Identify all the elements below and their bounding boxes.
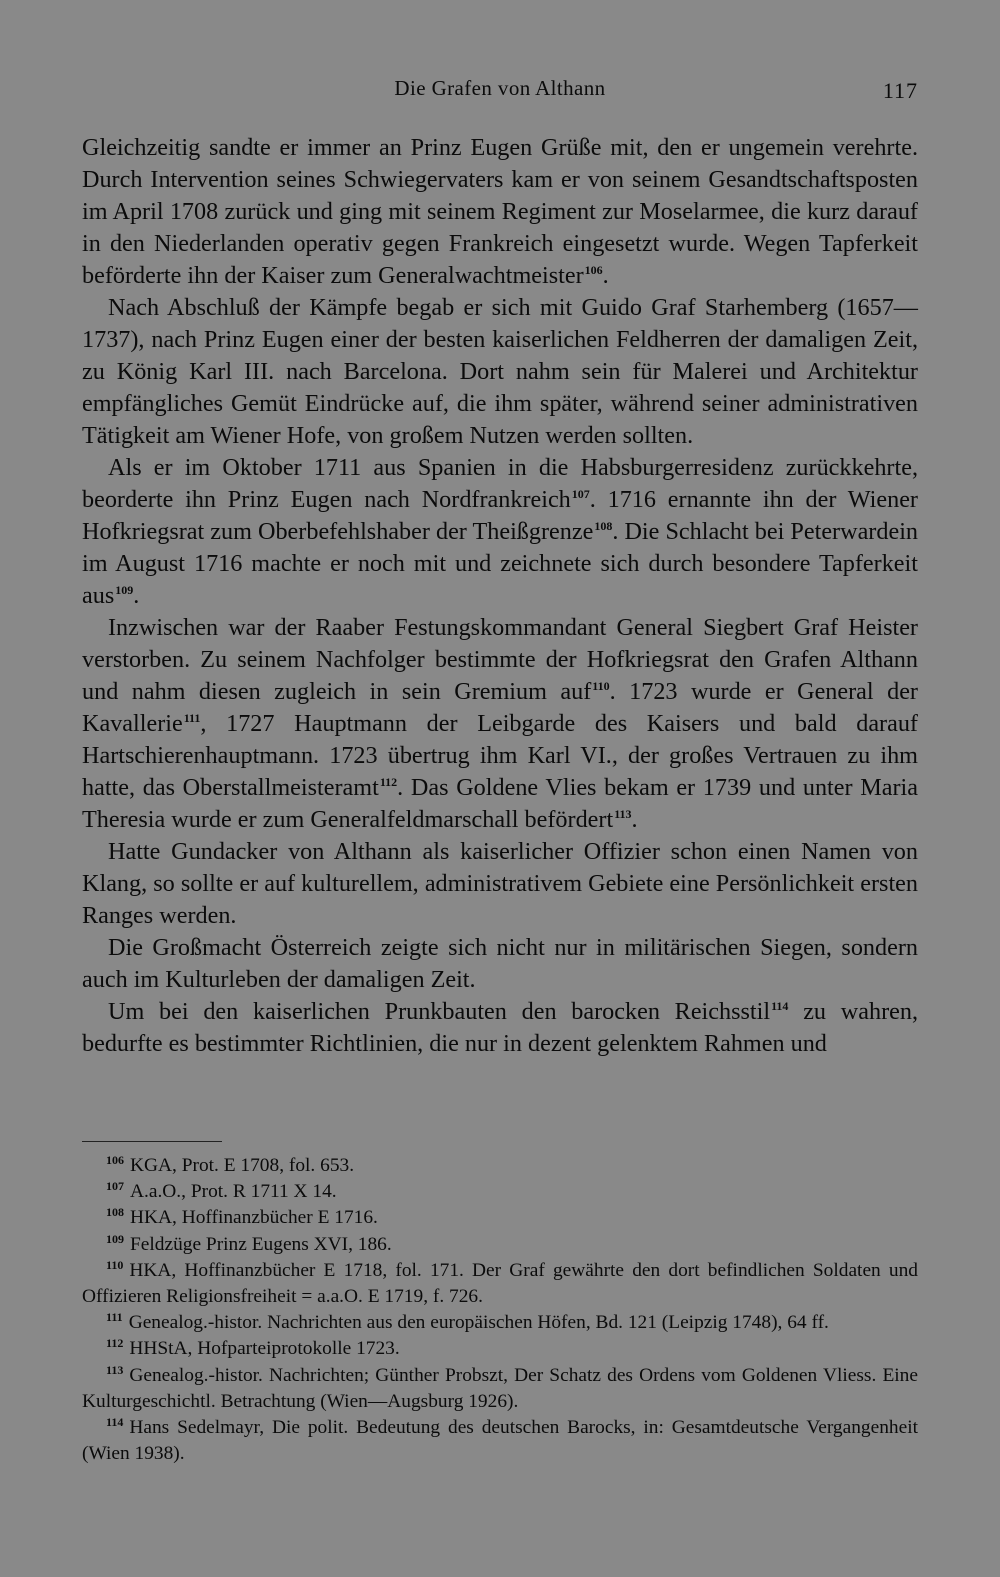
footnote-number: 107 (106, 1179, 124, 1194)
footnote-number: 112 (106, 1336, 124, 1351)
paragraph-text: . Das Goldene Vlies bekam er 1739 und unter Maria Theresia wurde er zum Generalfeldmarschall befördert (82, 774, 918, 833)
running-head (82, 72, 918, 108)
paragraph (82, 452, 918, 612)
footnote-reference[interactable]: 114 (771, 999, 789, 1013)
footnote-separator (82, 1141, 222, 1142)
footnote-text: Genealog.-histor. Nachrichten; Günther Probszt, Der Schatz des Ordens vom Goldenen Vliess. Eine Kulturgeschichtl. Betrachtung (Wien—Augsburg 1926). (82, 1364, 918, 1412)
paragraph (82, 612, 918, 836)
paragraph (82, 132, 918, 292)
paragraph (82, 932, 918, 996)
footnote (82, 1363, 918, 1415)
footnote-reference[interactable]: 106 (584, 263, 603, 277)
paragraph-text: . Die Schlacht bei Peterwardein im August 1716 machte er noch mit und zeichnete sich durch besondere Tapferkeit aus (82, 518, 919, 609)
footnote-text: Genealog.-histor. Nachrichten aus den europäischen Höfen, Bd. 121 (Leipzig 1748), 64 ff. (128, 1312, 829, 1334)
footnote-text: Hans Sedelmayr, Die polit. Bedeutung des deutschen Barocks, in: Gesamtdeutsche Vergangenheit (Wien 1938). (82, 1417, 918, 1465)
paragraph-text: . (133, 582, 140, 609)
footnote-text: HKA, Hoffinanzbücher E 1716. (130, 1207, 378, 1229)
footnote-reference[interactable]: 110 (592, 679, 610, 693)
paragraph-text: Nach Abschluß der Kämpfe begab er sich mit Guido Graf Starhemberg (1657—1737), nach Prinz Eugen einer der besten kaiserlichen Feldherren der damaligen Zeit, zu König Karl III. nach Barcelona. Dort nahm sein für Malerei und Architektur empfängliches Gemüt Eindrücke auf, die ihm später, während seiner administrativen Tätigkeit am Wiener Hofe, von großem Nutzen werden sollten. (82, 294, 918, 449)
paragraph-text: , 1727 Hauptmann der Leibgarde des Kaisers und bald darauf Hartschierenhauptmann. 1723 übertrug ihm Karl VI., der großes Vertrauen zu ihm hatte, das Oberstallmeisteramt (82, 710, 918, 801)
footnote (82, 1232, 918, 1258)
footnote-reference[interactable]: 109 (115, 583, 134, 597)
paragraph-text: Um bei den kaiserlichen Prunkbauten den barocken Reichsstil (108, 998, 771, 1025)
paragraph-text: Hatte Gundacker von Althann als kaiserlicher Offizier schon einen Namen von Klang, so sollte er auf kulturellem, administrativem Gebiete eine Persönlichkeit ersten Ranges werden. (82, 838, 918, 929)
paragraph-text: . (631, 806, 638, 833)
footnote (82, 1336, 918, 1362)
paragraph-text: . 1716 ernannte ihn der Wiener Hofkriegsrat zum Oberbefehlshaber der Theißgrenze (82, 486, 918, 545)
footnote-number: 111 (106, 1310, 123, 1325)
paragraph-text: Gleichzeitig sandte er immer an Prinz Eugen Grüße mit, den er ungemein verehrte. Durch Intervention seines Schwiegervaters kam er von seinem Gesandtschaftsposten im April 1708 zurück und ging mit seinem Regiment zur Moselarmee, die kurz darauf in den Niederlanden operativ gegen Frankreich eingesetzt wurde. Wegen Tapferkeit beförderte ihn der Kaiser zum Generalwachtmeister (82, 134, 918, 289)
footnote (82, 1179, 918, 1205)
footnote-reference[interactable]: 111 (183, 711, 201, 725)
footnote-number: 114 (106, 1415, 124, 1430)
footnote-number: 113 (106, 1362, 124, 1377)
paragraph (82, 996, 918, 1060)
footnote (82, 1415, 918, 1467)
running-head-title: Die Grafen von Althann (394, 76, 606, 100)
footnotes (82, 1153, 918, 1467)
footnote-reference[interactable]: 107 (571, 487, 590, 501)
footnote-text: HKA, Hoffinanzbücher E 1718, fol. 171. Der Graf gewährte den dort befindlichen Soldaten und Offizieren Religionsfreiheit = a.a.O. E 1719, f. 726. (82, 1259, 918, 1308)
paragraph-text: . (602, 262, 609, 289)
footnote-text: KGA, Prot. E 1708, fol. 653. (130, 1155, 355, 1176)
paragraph (82, 836, 918, 932)
footnote-text: HHStA, Hofparteiprotokolle 1723. (129, 1338, 400, 1360)
page-number: 117 (882, 78, 918, 103)
footnote (82, 1310, 918, 1336)
paragraph-text: zu wahren, bedurfte es bestimmter Richtlinien, die nur in dezent gelenktem Rahmen und (82, 998, 918, 1057)
footnote-number: 110 (106, 1257, 124, 1272)
footnote-text: Feldzüge Prinz Eugens XVI, 186. (130, 1233, 392, 1255)
footnote-number: 109 (106, 1231, 124, 1246)
paragraph-text: Die Großmacht Österreich zeigte sich nicht nur in militärischen Siegen, sondern auch im Kulturleben der damaligen Zeit. (82, 934, 918, 993)
footnote-number: 108 (106, 1205, 124, 1220)
footnote (82, 1258, 918, 1310)
footnote-reference[interactable]: 108 (594, 519, 613, 533)
paragraph-text: Als er im Oktober 1711 aus Spanien in die Habsburgerresidenz zurückkehrte, beorderte ihn Prinz Eugen nach Nordfrankreich (82, 454, 918, 513)
footnote-number: 106 (106, 1153, 124, 1167)
main-text (82, 132, 918, 1060)
footnote-reference[interactable]: 113 (614, 807, 632, 821)
paragraph (82, 292, 918, 452)
paragraph-text: . 1723 wurde er General der Kavallerie (82, 678, 918, 737)
footnote (82, 1205, 918, 1231)
paragraph-text: Inzwischen war der Raaber Festungskommandant General Siegbert Graf Heister verstorben. Zu seinem Nachfolger bestimmte der Hofkriegsrat den Grafen Althann und nahm diesen zugleich in sein Gremium auf (82, 614, 918, 705)
footnote-reference[interactable]: 112 (379, 775, 398, 789)
footnote (82, 1153, 918, 1179)
footnote-text: A.a.O., Prot. R 1711 X 14. (130, 1181, 337, 1203)
